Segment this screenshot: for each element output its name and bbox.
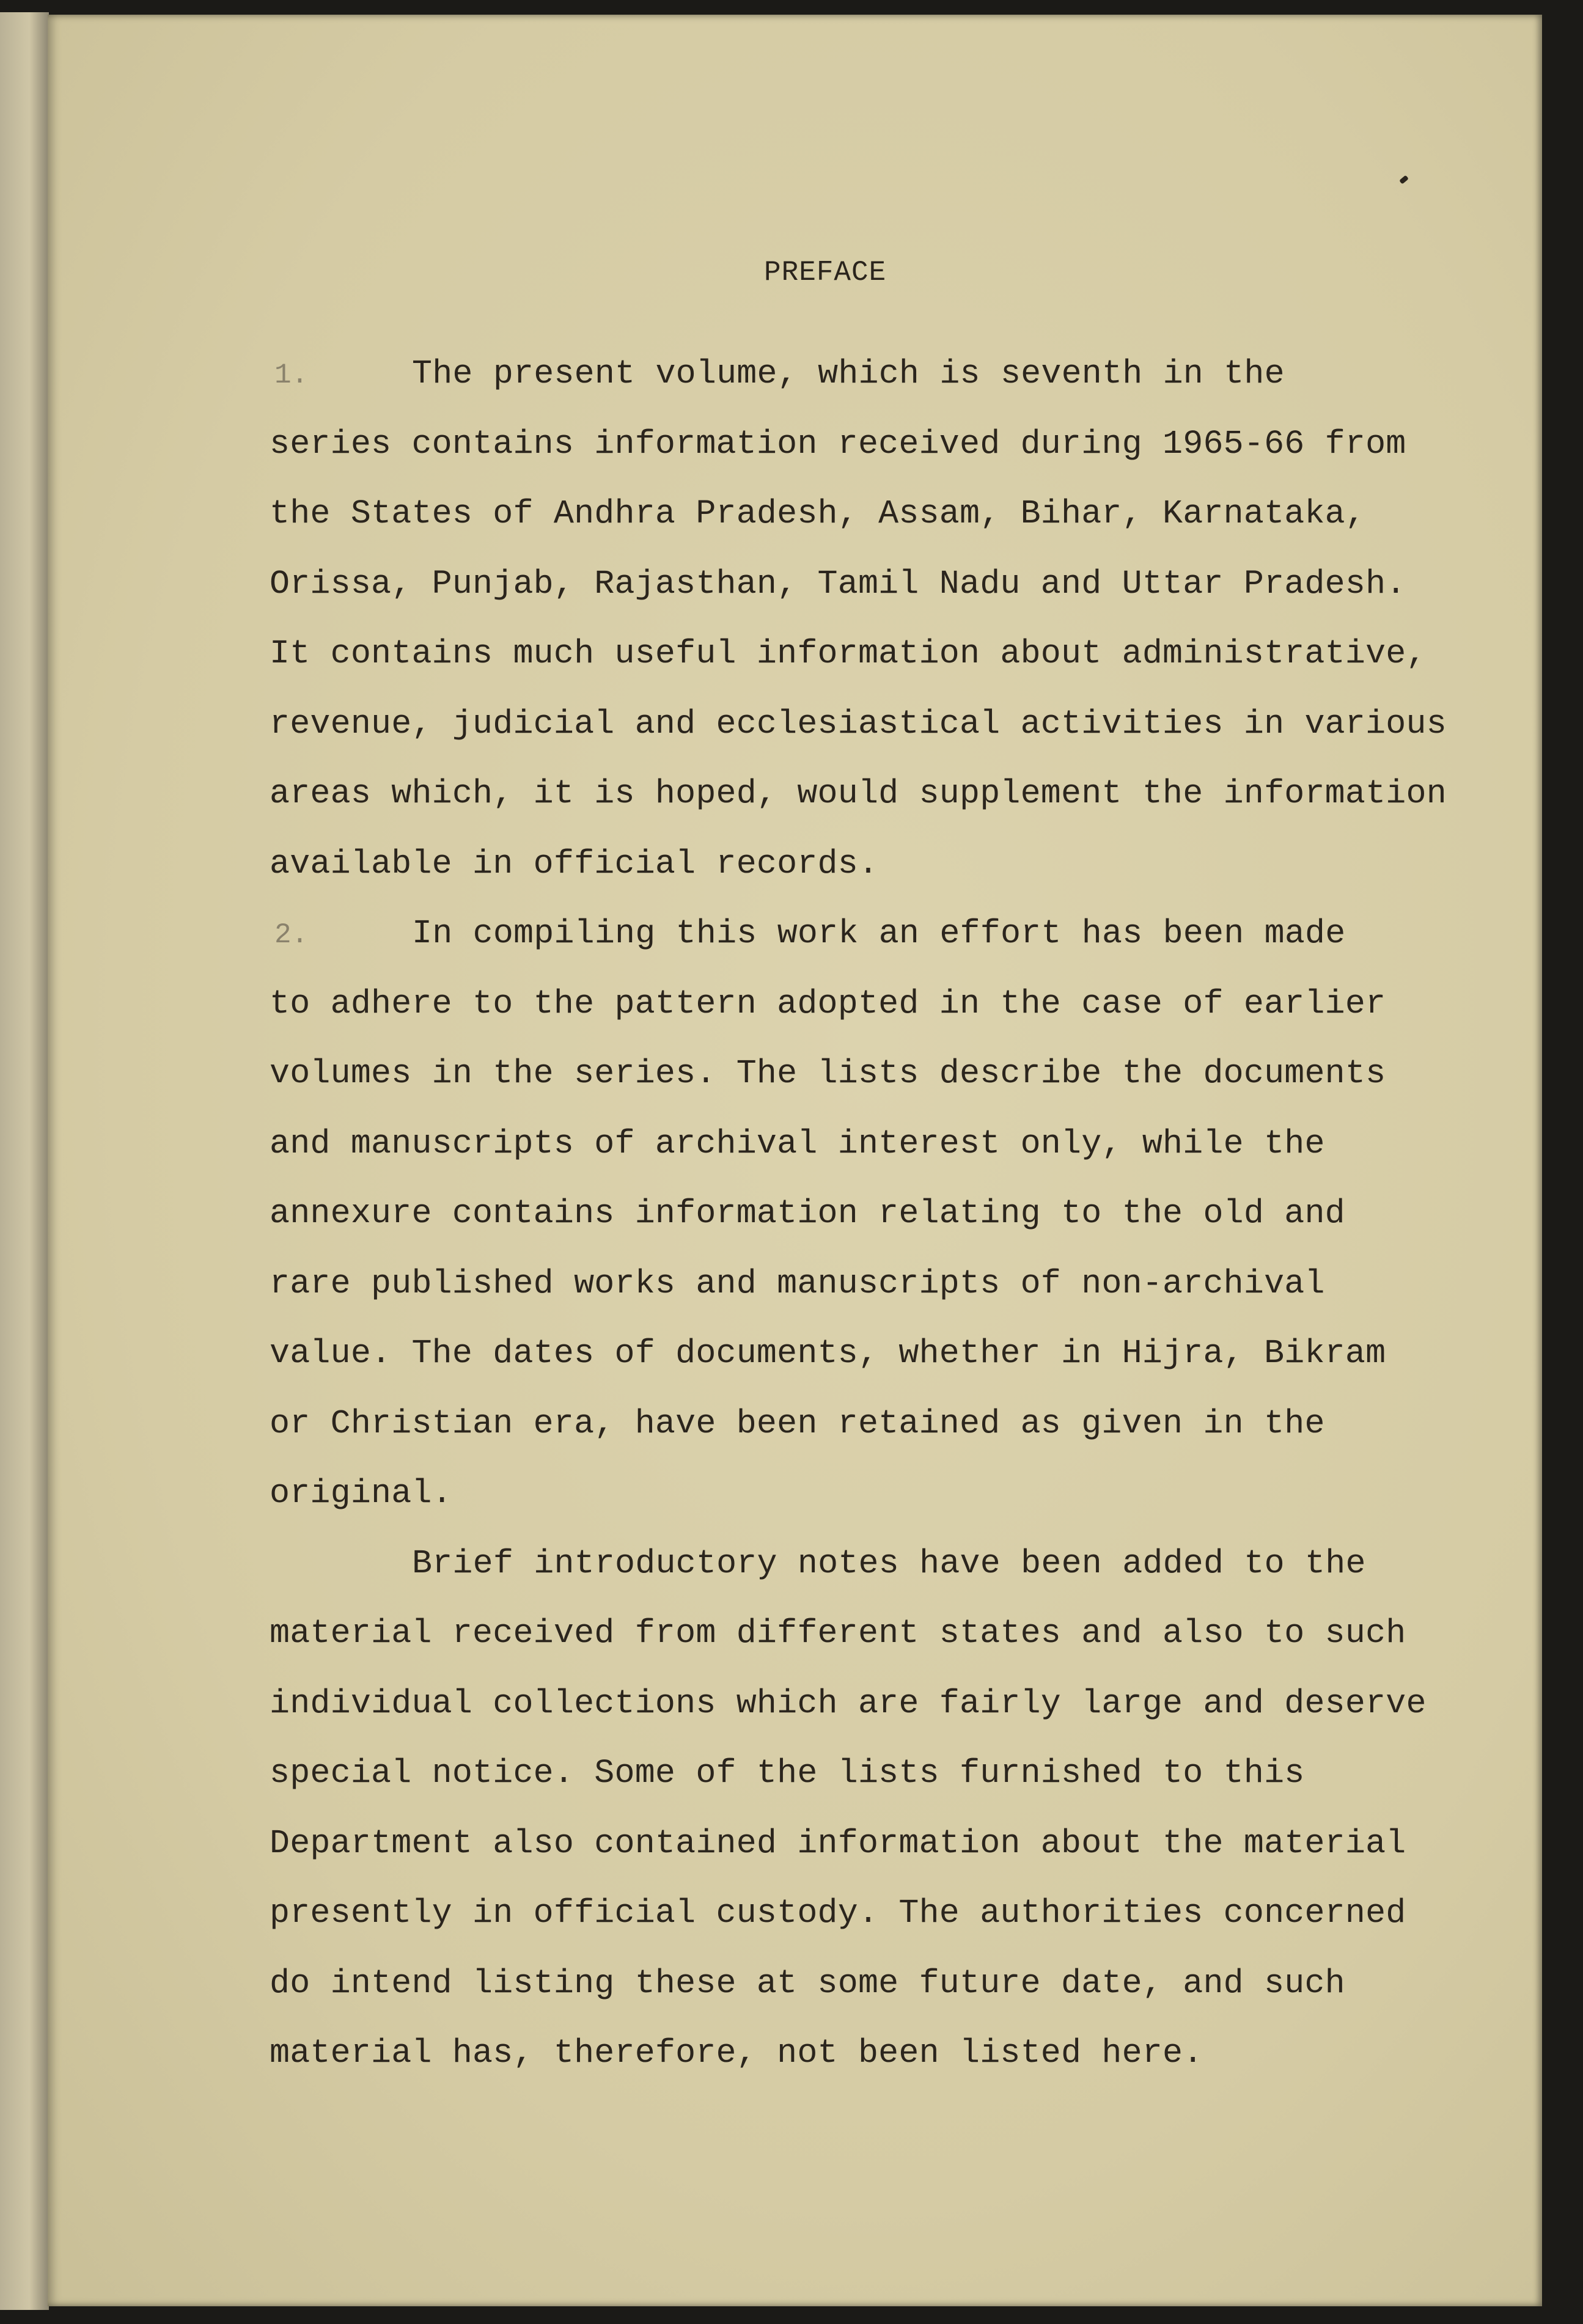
text-line: original.: [270, 1474, 452, 1512]
text-line: volumes in the series. The lists describe the documents: [270, 1054, 1386, 1093]
text-line: material received from different states and also to such: [270, 1614, 1406, 1652]
text-line: series contains information received during 1965-66 from: [270, 424, 1406, 463]
text-line: do intend listing these at some future date, and such: [270, 1963, 1345, 2003]
text-line: rare published works and manuscripts of non-archival: [270, 1264, 1325, 1303]
text-line: or Christian era, have been retained as given in the: [270, 1404, 1325, 1443]
text-line: individual collections which are fairly large and deserve: [270, 1684, 1427, 1723]
text-line: areas which, it is hoped, would supplement the information: [270, 774, 1447, 813]
adjacent-page-edge: [0, 12, 49, 2310]
paragraph-number: 2.: [274, 919, 309, 951]
text-line: It contains much useful information about administrative,: [270, 634, 1427, 673]
text-line: The present volume, which is seventh in the: [412, 354, 1285, 393]
text-line: the States of Andhra Pradesh, Assam, Bihar, Karnataka,: [270, 494, 1366, 533]
text-line: and manuscripts of archival interest only, while the: [270, 1124, 1325, 1163]
text-line: annexure contains information relating to the old and: [270, 1194, 1345, 1233]
text-line: special notice. Some of the lists furnished to this: [270, 1754, 1305, 1792]
text-line: to adhere to the pattern adopted in the case of earlier: [270, 984, 1386, 1023]
page-title: PREFACE: [764, 257, 887, 288]
paragraph-number: 1.: [274, 359, 309, 391]
text-line: In compiling this work an effort has been made: [412, 914, 1346, 953]
text-line: presently in official custody. The authorities concerned: [270, 1894, 1406, 1932]
text-line: value. The dates of documents, whether in Hijra, Bikram: [270, 1334, 1386, 1373]
text-line: material has, therefore, not been listed here.: [270, 2034, 1203, 2072]
text-line: Orissa, Punjab, Rajasthan, Tamil Nadu and Uttar Pradesh.: [270, 564, 1406, 603]
text-line: Department also contained information about the material: [270, 1824, 1406, 1863]
text-line: Brief introductory notes have been added to the: [412, 1544, 1366, 1583]
text-line: revenue, judicial and ecclesiastical activities in various: [270, 704, 1447, 743]
text-line: available in official records.: [270, 844, 879, 883]
